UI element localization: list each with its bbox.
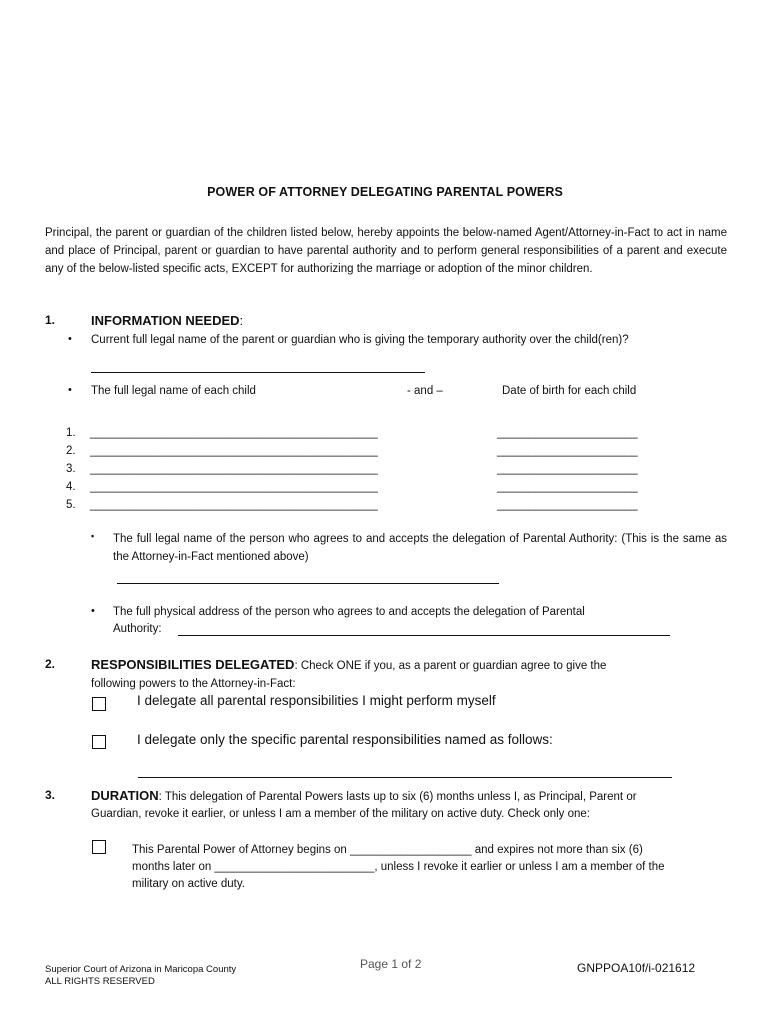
delegate-name-line[interactable] [117,583,499,584]
section-1-heading [91,312,243,330]
child-name-label: The full legal name of each child [91,385,256,397]
child-row-number: 4. [66,481,76,493]
child-dob-field[interactable]: ______________________ [497,499,638,511]
address-line[interactable] [178,635,670,636]
address-label-line2: Authority: [113,623,162,635]
parent-name-question: Current full legal name of the parent or guardian who is giving the temporary authority over the child(ren)? [91,334,629,346]
child-row [66,460,378,478]
footer-court-name: Superior Court of Arizona in Maricopa County [45,964,237,975]
child-row-number: 5. [66,499,76,511]
child-dob-field[interactable]: ______________________ [497,481,638,493]
delegate-all-label: I delegate all parental responsibilities I might perform myself [137,693,496,708]
duration-checkbox[interactable] [92,840,106,854]
address-label-line1: The full physical address of the person who agrees to and accepts the delegation of Parental [113,606,585,618]
and-label: - and – [407,385,443,397]
duration-option-line2: months later on _________________________, unless I revoke it earlier or unless I am a member of the [132,861,665,873]
specific-responsibilities-line[interactable] [138,777,672,778]
document-title: POWER OF ATTORNEY DELEGATING PARENTAL POWERS [207,185,563,199]
child-row [66,478,378,496]
section-1-title: INFORMATION NEEDED [91,313,240,328]
section-2-instructions: : Check ONE if you, as a parent or guardian agree to give the [294,660,607,672]
bullet-icon: • [68,333,72,345]
child-row [66,424,378,442]
section-2-number: 2. [45,657,56,671]
intro-paragraph: Principal, the parent or guardian of the children listed below, hereby appoints the below-named Agent/Attorney-in-Fact to act in name and place of Principal, parent or guardian to have parental authority and to perform general responsibilities of a parent and execute any of the below-listed specific acts, EXCEPT for authorizing the marriage or adoption of the minor children. [45,227,727,275]
child-name-field[interactable]: _____________________________________________ [90,463,378,475]
duration-option-line1: This Parental Power of Attorney begins on ___________________ and expires not more than six (6) [132,844,643,856]
delegate-specific-label: I delegate only the specific parental responsibilities named as follows: [137,732,553,747]
child-name-field[interactable]: _____________________________________________ [90,499,378,511]
duration-option-line3: military on active duty. [132,878,245,890]
child-row [66,496,378,514]
bullet-icon: • [68,384,72,396]
child-dob-field[interactable]: ______________________ [497,463,638,475]
square-bullet-icon: ▪ [91,531,95,541]
child-row-number: 3. [66,463,76,475]
child-name-field[interactable]: _____________________________________________ [90,445,378,457]
section-2-title: RESPONSIBILITIES DELEGATED [91,657,295,672]
section-3-number: 3. [45,788,56,802]
page-number: Page 1 of 2 [360,957,422,971]
footer-rights: ALL RIGHTS RESERVED [45,976,155,987]
child-row-number: 1. [66,427,76,439]
bullet-icon: • [91,605,95,617]
section-3-instructions-line2: Guardian, revoke it earlier, or unless I am a member of the military on active duty. Check only one: [91,808,590,820]
delegate-name-label: The full legal name of the person who agrees to and accepts the delegation of Parental Authority: (This is the same as the Attorney-in-Fact mentioned above) [113,533,727,563]
child-dob-field[interactable]: ______________________ [497,427,638,439]
child-name-field[interactable]: _____________________________________________ [90,481,378,493]
child-name-field[interactable]: _____________________________________________ [90,427,378,439]
dob-label: Date of birth for each child [502,385,637,397]
parent-name-line[interactable] [91,372,425,373]
section-2-header [91,656,606,675]
section-3-header [91,787,727,806]
section-3-instructions: : This delegation of Parental Powers lasts up to six (6) months unless I, as Principal, Parent or [158,791,637,803]
delegate-all-checkbox[interactable] [92,697,106,711]
section-3-title: DURATION [91,788,159,803]
section-1-colon: : [239,313,244,328]
child-dob-field[interactable]: ______________________ [497,445,638,457]
child-row-number: 2. [66,445,76,457]
form-code: GNPPOA10f/i-021612 [577,961,696,975]
child-row [66,442,378,460]
section-2-instructions-line2: following powers to the Attorney-in-Fact: [91,678,296,690]
section-1-number: 1. [45,313,56,327]
delegate-specific-checkbox[interactable] [92,735,106,749]
